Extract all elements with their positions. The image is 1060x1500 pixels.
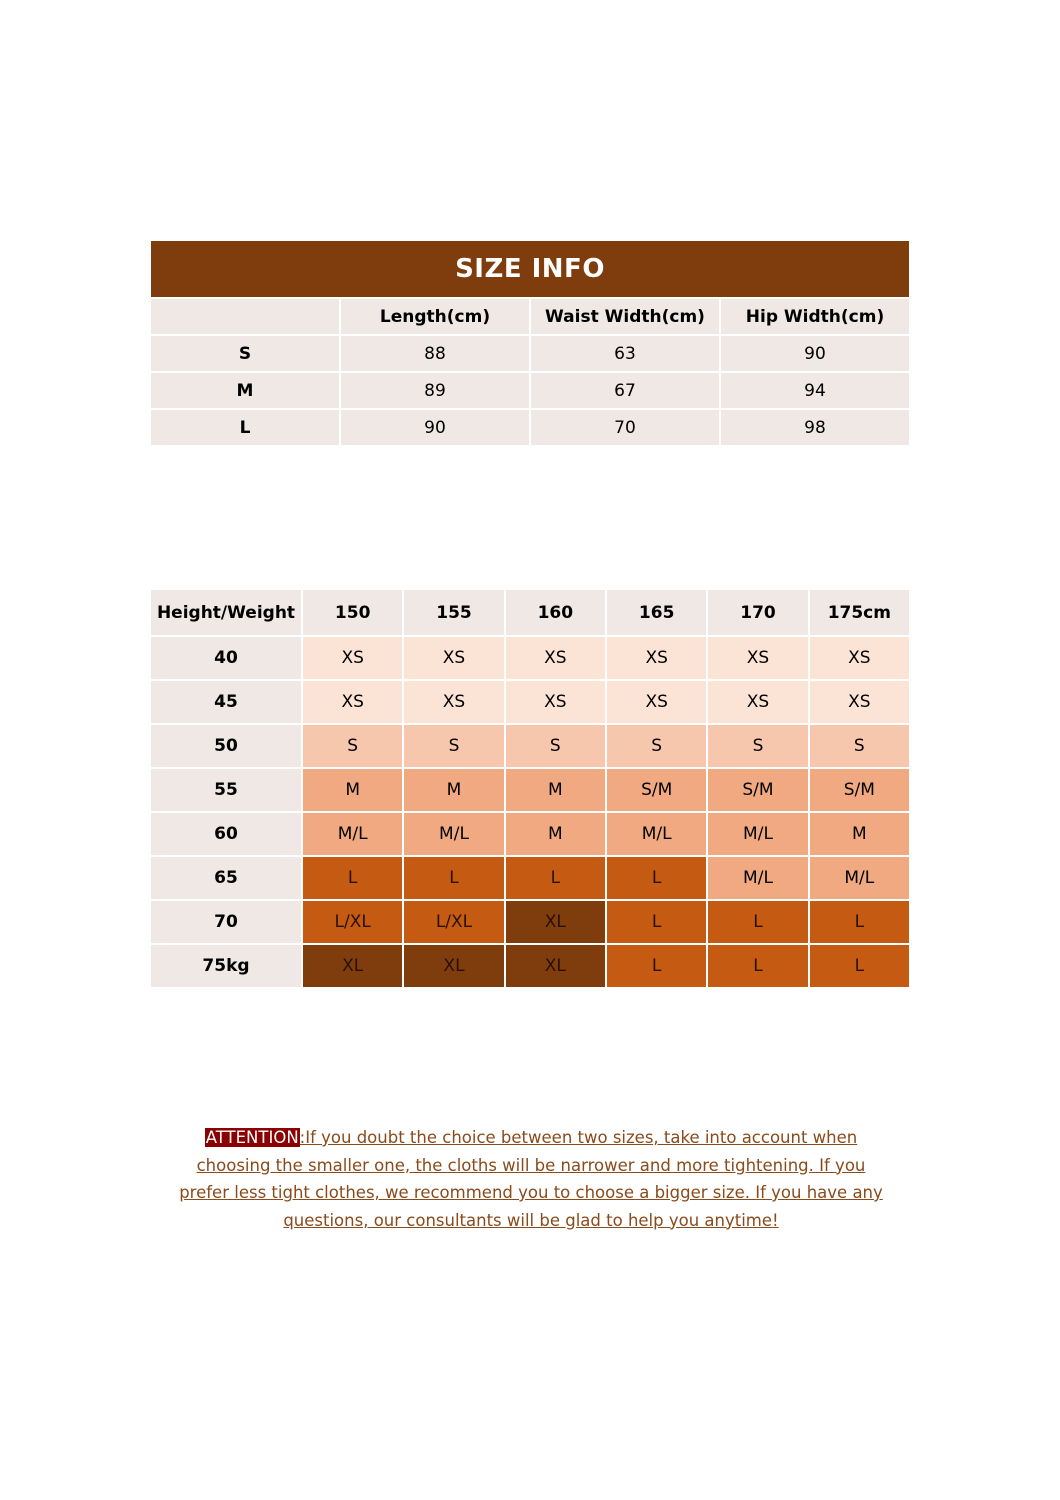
rec-size-cell: L <box>506 857 605 899</box>
size-info-cell: 98 <box>721 410 909 445</box>
rec-size-cell: L <box>303 857 402 899</box>
rec-row-weight: 65 <box>151 857 301 899</box>
rec-size-cell: S <box>607 725 706 767</box>
rec-size-cell: XS <box>607 681 706 723</box>
rec-row-weight: 55 <box>151 769 301 811</box>
rec-size-cell: M <box>506 813 605 855</box>
size-info-cell: 90 <box>721 336 909 371</box>
rec-header-height: 155 <box>404 590 503 635</box>
rec-size-cell: M/L <box>607 813 706 855</box>
rec-size-cell: XS <box>708 681 807 723</box>
rec-size-cell: L <box>708 945 807 987</box>
rec-size-cell: XL <box>506 945 605 987</box>
size-info-cell: 94 <box>721 373 909 408</box>
size-info-cell: 89 <box>341 373 529 408</box>
rec-header-height: 170 <box>708 590 807 635</box>
rec-size-cell: XS <box>506 637 605 679</box>
rec-header-height: 160 <box>506 590 605 635</box>
attention-note <box>170 1124 892 1234</box>
rec-size-cell: L <box>404 857 503 899</box>
rec-row-weight: 75kg <box>151 945 301 987</box>
rec-size-cell: L <box>607 901 706 943</box>
rec-row-weight: 50 <box>151 725 301 767</box>
rec-size-cell: XS <box>607 637 706 679</box>
size-info-cell: 63 <box>531 336 719 371</box>
size-info-cell: 90 <box>341 410 529 445</box>
size-info-row-label: M <box>151 373 339 408</box>
rec-size-cell: S/M <box>708 769 807 811</box>
rec-header-height: 150 <box>303 590 402 635</box>
rec-size-cell: XL <box>303 945 402 987</box>
rec-size-cell: XS <box>404 681 503 723</box>
rec-header-corner: Height/Weight <box>151 590 301 635</box>
rec-size-cell: L <box>607 945 706 987</box>
rec-header-height: 165 <box>607 590 706 635</box>
rec-size-cell: L <box>708 901 807 943</box>
rec-size-cell: XS <box>810 637 909 679</box>
rec-size-cell: M/L <box>810 857 909 899</box>
rec-size-cell: M <box>303 769 402 811</box>
attention-badge: ATTENTION <box>205 1128 299 1147</box>
rec-row-weight: 40 <box>151 637 301 679</box>
rec-size-cell: XL <box>506 901 605 943</box>
rec-header-height: 175cm <box>810 590 909 635</box>
rec-size-cell: M <box>506 769 605 811</box>
rec-size-cell: S <box>708 725 807 767</box>
rec-row-weight: 60 <box>151 813 301 855</box>
rec-size-cell: XS <box>708 637 807 679</box>
size-info-header-corner <box>151 299 339 334</box>
size-info-header-hip: Hip Width(cm) <box>721 299 909 334</box>
rec-size-cell: XS <box>506 681 605 723</box>
size-info-row-label: L <box>151 410 339 445</box>
rec-size-cell: XS <box>303 637 402 679</box>
rec-size-cell: L <box>607 857 706 899</box>
rec-size-cell: M/L <box>303 813 402 855</box>
rec-size-cell: S <box>404 725 503 767</box>
size-info-header-length: Length(cm) <box>341 299 529 334</box>
rec-size-cell: M/L <box>404 813 503 855</box>
size-recommendation-table <box>151 590 909 987</box>
size-info-row-label: S <box>151 336 339 371</box>
size-info-grid <box>151 299 909 445</box>
rec-size-cell: M/L <box>708 857 807 899</box>
rec-size-cell: XL <box>404 945 503 987</box>
rec-size-cell: L/XL <box>404 901 503 943</box>
rec-size-cell: M <box>404 769 503 811</box>
size-info-cell: 67 <box>531 373 719 408</box>
rec-size-cell: L/XL <box>303 901 402 943</box>
rec-size-cell: XS <box>810 681 909 723</box>
rec-size-cell: S <box>810 725 909 767</box>
size-info-header-waist: Waist Width(cm) <box>531 299 719 334</box>
rec-size-cell: M <box>810 813 909 855</box>
rec-size-cell: S/M <box>810 769 909 811</box>
rec-size-cell: S <box>303 725 402 767</box>
size-info-title: SIZE INFO <box>151 241 909 297</box>
rec-size-cell: L <box>810 945 909 987</box>
rec-size-cell: XS <box>303 681 402 723</box>
rec-row-weight: 70 <box>151 901 301 943</box>
size-info-cell: 70 <box>531 410 719 445</box>
size-info-table <box>151 241 909 445</box>
rec-size-cell: M/L <box>708 813 807 855</box>
size-info-cell: 88 <box>341 336 529 371</box>
rec-size-cell: L <box>810 901 909 943</box>
rec-row-weight: 45 <box>151 681 301 723</box>
rec-size-cell: S <box>506 725 605 767</box>
rec-size-cell: S/M <box>607 769 706 811</box>
attention-message: :If you doubt the choice between two sizes, take into account when choosing the smaller one, the cloths will be narrower and more tightening. If you prefer less tight clothes, we recommend you to choose a bigger size. If you have any questions, our consultants will be glad to help you anytime! <box>179 1128 883 1230</box>
rec-size-cell: XS <box>404 637 503 679</box>
